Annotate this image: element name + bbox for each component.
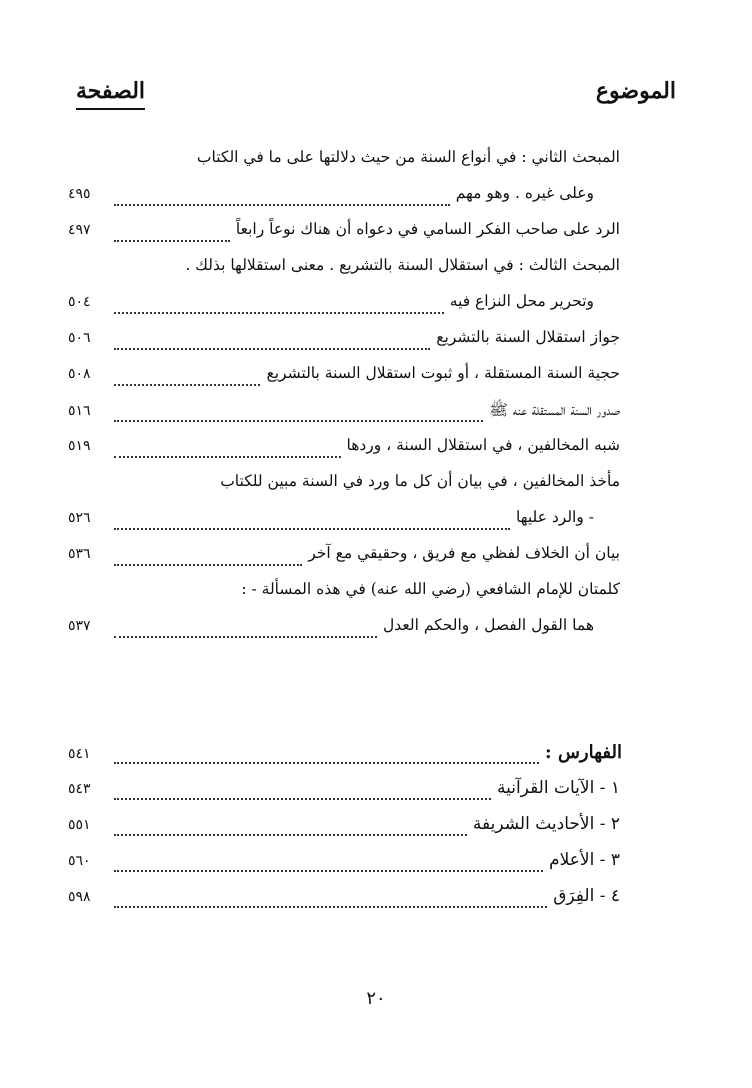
- index-item: [68, 814, 620, 850]
- toc-row: [68, 184, 620, 220]
- dot-leader: [114, 348, 430, 350]
- index-item-text: ٤ - الفِرَق: [553, 886, 620, 906]
- toc-entry-text: مأخذ المخالفين ، في بيان أن كل ما ورد في السنة مبين للكتاب: [220, 472, 620, 490]
- index-heading: الفهارس :: [545, 742, 622, 763]
- page-number: ٢٠: [366, 988, 386, 1009]
- index-heading-page: ٥٤١: [68, 746, 91, 762]
- toc-page-number: ٥٣٦: [68, 546, 91, 562]
- toc-page-number: ٥٠٤: [68, 294, 91, 310]
- toc-row: [68, 436, 620, 472]
- toc-entry-text: كلمتان للإمام الشافعي (رضي الله عنه) في هذه المسألة - :: [241, 580, 620, 598]
- dot-leader: [114, 762, 539, 764]
- toc-entry-text: حجية السنة المستقلة ، أو ثبوت استقلال السنة بالتشريع: [266, 364, 620, 382]
- toc-row: [68, 256, 620, 292]
- index-item-page: ٥٩٨: [68, 889, 91, 905]
- index-item-page: ٥٦٠: [68, 853, 91, 869]
- toc-page-number: ٥٠٨: [68, 366, 91, 382]
- dot-leader: [114, 834, 467, 836]
- index-item-text: ١ - الآيات القرآنية: [496, 778, 620, 798]
- dot-leader: [114, 564, 302, 566]
- toc-row: [68, 580, 620, 616]
- toc-entry-text: وعلى غيره . وهو مهم: [455, 184, 594, 202]
- toc-header: [76, 78, 676, 118]
- index-item: [68, 850, 620, 886]
- toc-page-number: ٤٩٥: [68, 186, 91, 202]
- toc-entry-text: المبحث الثالث : في استقلال السنة بالتشريع . معنى استقلالها بذلك .: [185, 256, 620, 274]
- toc-row: [68, 472, 620, 508]
- toc-page-number: ٥١٦: [68, 403, 91, 419]
- index-heading-row: [68, 742, 622, 778]
- index-item-page: ٥٤٣: [68, 781, 91, 797]
- toc-entry-text: الرد على صاحب الفكر السامي في دعواه أن هناك نوعاً رابعاً: [235, 220, 620, 238]
- toc-row: [68, 616, 620, 652]
- index-item-page: ٥٥١: [68, 817, 91, 833]
- dot-leader: [114, 240, 230, 242]
- toc-row: [68, 328, 620, 364]
- header-topic: الموضوع: [595, 78, 676, 104]
- dot-leader: [114, 456, 341, 458]
- index-item: [68, 886, 620, 922]
- dot-leader: [114, 204, 450, 206]
- dot-leader: [114, 798, 491, 800]
- index-item-text: ٢ - الأحاديث الشريفة: [472, 814, 620, 834]
- toc-row: [68, 508, 620, 544]
- toc-row: [68, 148, 620, 184]
- toc-entry-text: جواز استقلال السنة بالتشريع: [436, 328, 620, 346]
- toc-row: [68, 220, 620, 256]
- dot-leader: [114, 420, 483, 422]
- dot-leader: [114, 870, 543, 872]
- toc-page-number: ٥٣٧: [68, 618, 91, 634]
- toc-row: [68, 364, 620, 400]
- toc-page-number: ٥٠٦: [68, 330, 91, 346]
- toc-page-number: ٤٩٧: [68, 222, 91, 238]
- dot-leader: [114, 636, 377, 638]
- toc-row: [68, 292, 620, 328]
- index-item-text: ٣ - الأعلام: [549, 850, 620, 870]
- toc-row: [68, 544, 620, 580]
- toc-entry-text: شبه المخالفين ، في استقلال السنة ، وردها: [346, 436, 620, 454]
- toc-entry-text: - والرد عليها: [516, 508, 594, 526]
- toc-entry-text: المبحث الثاني : في أنواع السنة من حيث دلالتها على ما في الكتاب: [196, 148, 620, 166]
- toc-entry-text: هما القول الفصل ، والحكم العدل: [383, 616, 594, 634]
- dot-leader: [114, 906, 547, 908]
- dot-leader: [114, 312, 444, 314]
- toc-entry-text: بيان أن الخلاف لفظي مع فريق ، وحقيقي مع آخر: [308, 544, 620, 562]
- header-page: الصفحة: [76, 78, 145, 110]
- toc-entry-text: وتحرير محل النزاع فيه: [449, 292, 594, 310]
- toc-page-number: ٥٢٦: [68, 510, 91, 526]
- dot-leader: [114, 528, 510, 530]
- section-gap: [68, 652, 620, 742]
- toc-page-number: ٥١٩: [68, 438, 91, 454]
- dot-leader: [114, 384, 260, 386]
- index-item: [68, 778, 620, 814]
- toc-row: [68, 400, 620, 436]
- table-of-contents: [68, 148, 620, 922]
- toc-entry-text: صدور السنة المستقلة عنه ﷺ: [489, 401, 620, 419]
